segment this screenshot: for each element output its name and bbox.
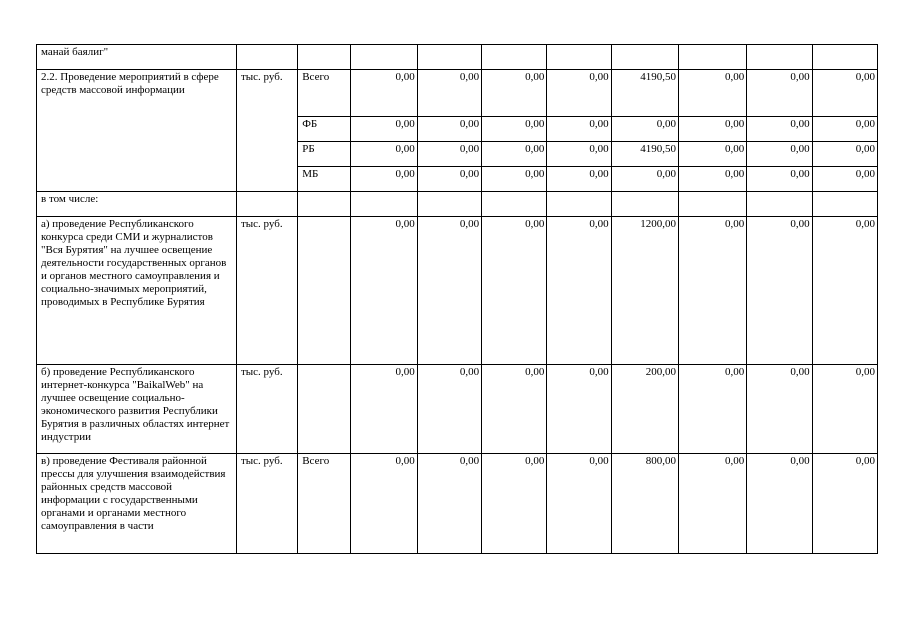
table-row: [37, 192, 878, 217]
source-cell: ФБ: [298, 117, 351, 142]
value-cell: [678, 45, 746, 70]
value-cell: 0,00: [747, 454, 812, 554]
source-cell: [298, 45, 351, 70]
row-name-cell: а) проведение Республиканского конкурса среди СМИ и журналистов "Вся Бурятия" на лучшее освещение деятельности государственных органов и органов местного самоуправления и социально-значимых мероприятий, проводимых в Республике Бурятия: [37, 217, 237, 365]
source-cell: Всего: [298, 70, 351, 117]
source-cell: [298, 365, 351, 454]
value-cell: [812, 192, 877, 217]
source-cell: [298, 217, 351, 365]
value-cell: 0,00: [417, 142, 481, 167]
value-cell: [482, 192, 547, 217]
table-row: [37, 217, 878, 365]
value-cell: [351, 45, 417, 70]
value-cell: 4190,50: [611, 70, 678, 117]
value-cell: 800,00: [611, 454, 678, 554]
value-cell: 0,00: [547, 365, 611, 454]
value-cell: [678, 192, 746, 217]
value-cell: 0,00: [351, 454, 417, 554]
budget-table: [36, 44, 878, 554]
document-page: [36, 44, 878, 554]
value-cell: 0,00: [547, 117, 611, 142]
value-cell: 0,00: [678, 142, 746, 167]
value-cell: 0,00: [678, 365, 746, 454]
value-cell: 0,00: [351, 365, 417, 454]
value-cell: 0,00: [351, 167, 417, 192]
row-name-cell: в том числе:: [37, 192, 237, 217]
table-row: [37, 70, 878, 117]
value-cell: 0,00: [812, 142, 877, 167]
unit-cell: [236, 192, 297, 217]
unit-cell: тыс. руб.: [236, 365, 297, 454]
value-cell: [351, 192, 417, 217]
value-cell: 0,00: [812, 117, 877, 142]
value-cell: 0,00: [417, 217, 481, 365]
table-row: [37, 365, 878, 454]
value-cell: [417, 45, 481, 70]
value-cell: 0,00: [678, 70, 746, 117]
value-cell: 0,00: [747, 70, 812, 117]
source-cell: [298, 192, 351, 217]
value-cell: 0,00: [747, 365, 812, 454]
value-cell: 0,00: [351, 70, 417, 117]
table-row: [37, 454, 878, 554]
source-cell: Всего: [298, 454, 351, 554]
value-cell: 0,00: [747, 117, 812, 142]
value-cell: 0,00: [747, 167, 812, 192]
value-cell: 0,00: [812, 167, 877, 192]
value-cell: 0,00: [417, 70, 481, 117]
source-cell: РБ: [298, 142, 351, 167]
value-cell: 4190,50: [611, 142, 678, 167]
source-cell: МБ: [298, 167, 351, 192]
value-cell: 0,00: [678, 167, 746, 192]
value-cell: 0,00: [547, 167, 611, 192]
unit-cell: тыс. руб.: [236, 70, 297, 192]
value-cell: 0,00: [351, 117, 417, 142]
value-cell: 0,00: [417, 117, 481, 142]
value-cell: 0,00: [547, 454, 611, 554]
value-cell: [547, 192, 611, 217]
value-cell: 0,00: [747, 142, 812, 167]
value-cell: 0,00: [812, 454, 877, 554]
row-name-cell: б) проведение Республиканского интернет-конкурса "BaikalWeb" на лучшее освещение социально-экономического развития Республики Бурятия в различных областях интернет индустрии: [37, 365, 237, 454]
value-cell: 0,00: [678, 117, 746, 142]
value-cell: 0,00: [547, 70, 611, 117]
value-cell: 0,00: [812, 365, 877, 454]
value-cell: 0,00: [547, 142, 611, 167]
value-cell: 0,00: [611, 117, 678, 142]
value-cell: 0,00: [482, 365, 547, 454]
value-cell: [747, 45, 812, 70]
value-cell: 0,00: [678, 217, 746, 365]
value-cell: 0,00: [482, 142, 547, 167]
value-cell: 0,00: [482, 454, 547, 554]
value-cell: [611, 192, 678, 217]
value-cell: [417, 192, 481, 217]
row-name-cell: 2.2. Проведение мероприятий в сфере средств массовой информации: [37, 70, 237, 192]
value-cell: 0,00: [482, 217, 547, 365]
value-cell: 0,00: [547, 217, 611, 365]
value-cell: 200,00: [611, 365, 678, 454]
row-name-cell: манай баялиг": [37, 45, 237, 70]
value-cell: 0,00: [812, 217, 877, 365]
value-cell: [547, 45, 611, 70]
value-cell: 0,00: [611, 167, 678, 192]
value-cell: 1200,00: [611, 217, 678, 365]
unit-cell: тыс. руб.: [236, 217, 297, 365]
table-row: [37, 45, 878, 70]
value-cell: 0,00: [417, 454, 481, 554]
value-cell: [747, 192, 812, 217]
value-cell: [482, 45, 547, 70]
value-cell: [812, 45, 877, 70]
value-cell: 0,00: [482, 117, 547, 142]
row-name-cell: в) проведение Фестиваля районной прессы для улучшения взаимодействия районных средств массовой информации с государственными органами и органами местного самоуправления в части: [37, 454, 237, 554]
value-cell: 0,00: [417, 167, 481, 192]
value-cell: 0,00: [747, 217, 812, 365]
value-cell: 0,00: [812, 70, 877, 117]
value-cell: 0,00: [351, 142, 417, 167]
value-cell: 0,00: [482, 70, 547, 117]
unit-cell: [236, 45, 297, 70]
value-cell: [611, 45, 678, 70]
value-cell: 0,00: [351, 217, 417, 365]
value-cell: 0,00: [482, 167, 547, 192]
value-cell: 0,00: [417, 365, 481, 454]
value-cell: 0,00: [678, 454, 746, 554]
unit-cell: тыс. руб.: [236, 454, 297, 554]
